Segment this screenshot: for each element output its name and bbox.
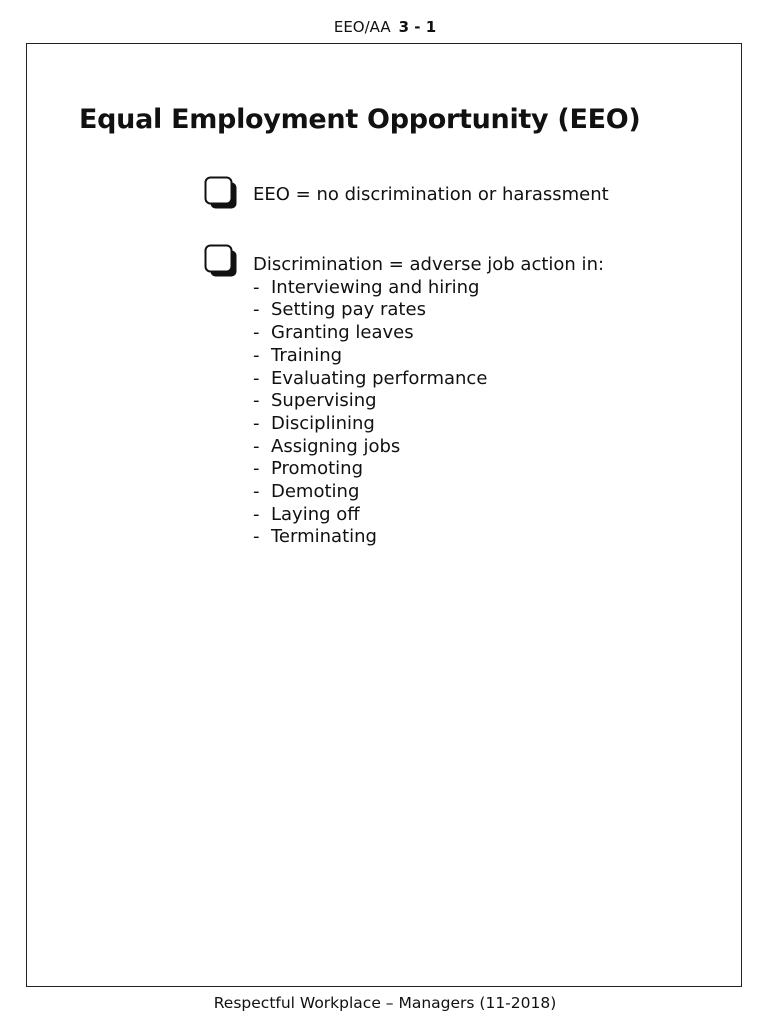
page-title: Equal Employment Opportunity (EEO) <box>79 104 641 135</box>
list-item-text: Interviewing and hiring <box>271 276 480 298</box>
list-item <box>253 413 604 436</box>
job-action-list <box>253 277 604 549</box>
dash-marker: - <box>253 276 260 298</box>
bullet-text: Discrimination = adverse job action in: <box>253 254 605 275</box>
list-item <box>253 504 604 527</box>
dash-marker: - <box>253 412 260 434</box>
dash-marker: - <box>253 322 260 344</box>
dash-marker: - <box>253 367 260 389</box>
list-item <box>253 481 604 504</box>
list-item-text: Demoting <box>271 481 360 503</box>
bullet-discrimination-definition <box>204 244 604 549</box>
list-item-text: Granting leaves <box>271 322 414 344</box>
list-item-text: Terminating <box>271 526 377 548</box>
dash-marker: - <box>253 299 260 321</box>
dash-marker: - <box>253 481 260 503</box>
section-number: 3 - 1 <box>398 18 437 36</box>
bullet-text: EEO = no discrimination or harassment <box>253 184 609 205</box>
dash-marker: - <box>253 503 260 525</box>
dash-marker: - <box>253 390 260 412</box>
list-item-text: Laying off <box>271 503 360 525</box>
list-item <box>253 368 604 391</box>
list-item <box>253 458 604 481</box>
dash-marker: - <box>253 435 260 457</box>
list-item-text: Supervising <box>271 390 377 412</box>
page-footer: Respectful Workplace – Managers (11-2018) <box>213 994 557 1012</box>
page-header <box>0 17 770 37</box>
list-item-text: Disciplining <box>271 412 375 434</box>
list-item-text: Training <box>271 344 343 366</box>
list-item <box>253 299 604 322</box>
list-item-text: Setting pay rates <box>271 299 426 321</box>
dash-marker: - <box>253 344 260 366</box>
dash-marker: - <box>253 458 260 480</box>
list-item <box>253 277 604 300</box>
bullet-eeo-definition <box>204 176 609 210</box>
checkbox-icon <box>204 244 238 278</box>
list-item <box>253 322 604 345</box>
list-item-text: Promoting <box>271 458 363 480</box>
list-item <box>253 390 604 413</box>
checkbox-icon <box>204 176 238 210</box>
bullet-body <box>253 244 604 549</box>
header-label: EEO/AA <box>333 18 391 36</box>
list-item <box>253 345 604 368</box>
dash-marker: - <box>253 526 260 548</box>
list-item <box>253 436 604 459</box>
list-item-text: Assigning jobs <box>271 435 401 457</box>
list-item <box>253 526 604 549</box>
list-item-text: Evaluating performance <box>271 367 488 389</box>
